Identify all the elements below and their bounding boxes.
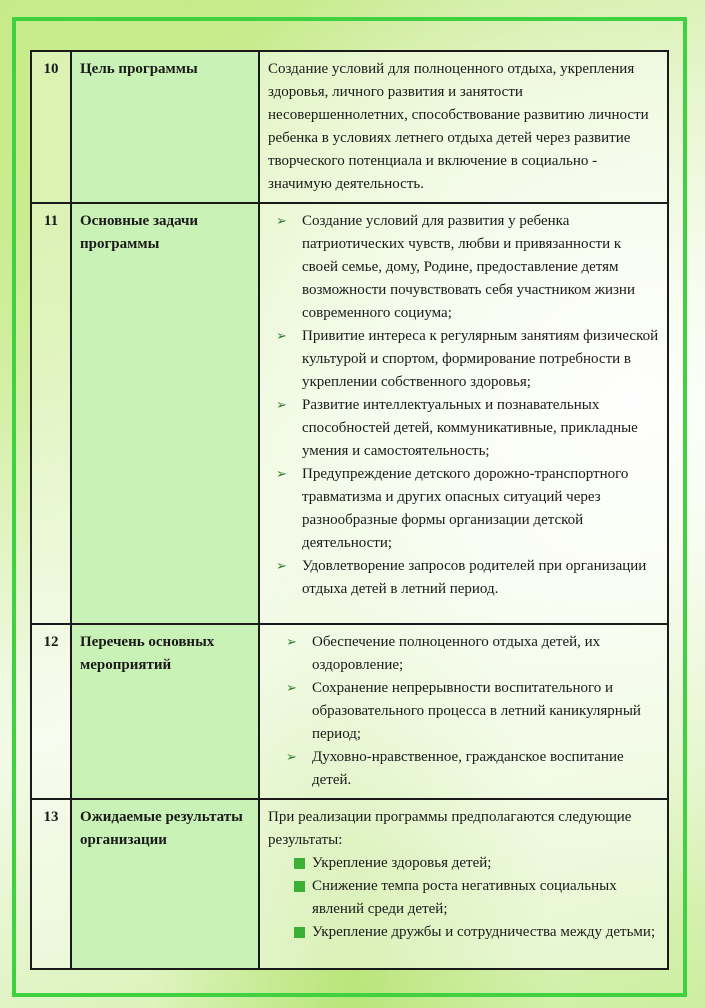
list-item: ➢ Обеспечение полноценного отдыха детей, их оздоровление;: [286, 631, 659, 677]
table-row: [31, 51, 668, 203]
row-content: [259, 799, 668, 969]
list-item: ➢ Сохранение непрерывности воспитательного и образовательного процесса в летний каникулярный период;: [286, 677, 659, 746]
table-row: [31, 203, 668, 624]
results-list: [268, 852, 659, 944]
list-item: ➢ Духовно-нравственное, гражданское воспитание детей.: [286, 746, 659, 792]
program-table: [30, 50, 669, 970]
results-intro: При реализации программы предполагаются следующие результаты:: [268, 809, 632, 848]
row-number: 11: [31, 203, 71, 624]
list-item: ➢ Привитие интереса к регулярным занятиям физической культурой и спортом, формирование потребности в укреплении собственного здоровья;: [276, 325, 659, 394]
activity-list: [268, 631, 659, 792]
row-content: [259, 203, 668, 624]
table-row: [31, 624, 668, 799]
row-label: Основные задачи программы: [71, 203, 259, 624]
list-item: Укрепление дружбы и сотрудничества между детьми;: [294, 921, 659, 944]
task-list: [268, 210, 659, 601]
row-label: Перечень основных мероприятий: [71, 624, 259, 799]
list-item: Снижение темпа роста негативных социальных явлений среди детей;: [294, 875, 659, 921]
row-label: Цель программы: [71, 51, 259, 203]
row-label: Ожидаемые результаты организации: [71, 799, 259, 969]
row-content: [259, 624, 668, 799]
row-content: Создание условий для полноценного отдыха, укрепления здоровья, личного развития и занятости несовершеннолетних, способствование развитию личности ребенка в условиях летнего отдыха детей через развитие творческого потенциала и включение в социально - значимую деятельность.: [259, 51, 668, 203]
row-number: 12: [31, 624, 71, 799]
list-item: ➢ Развитие интеллектуальных и познавательных способностей детей, коммуникативные, прикладные умения и самостоятельность;: [276, 394, 659, 463]
list-item: ➢ Создание условий для развития у ребенка патриотических чувств, любви и привязанности к своей семье, дому, Родине, предоставление детям возможности почувствовать себя участником жизни современного социума;: [276, 210, 659, 325]
row-number: 13: [31, 799, 71, 969]
table-row: [31, 799, 668, 969]
row-number: 10: [31, 51, 71, 203]
list-item: ➢ Удовлетворение запросов родителей при организации отдыха детей в летний период.: [276, 555, 659, 601]
list-item: ➢ Предупреждение детского дорожно-транспортного травматизма и других опасных ситуаций через разнообразные формы организации детской деятельности;: [276, 463, 659, 555]
list-item: Укрепление здоровья детей;: [294, 852, 659, 875]
